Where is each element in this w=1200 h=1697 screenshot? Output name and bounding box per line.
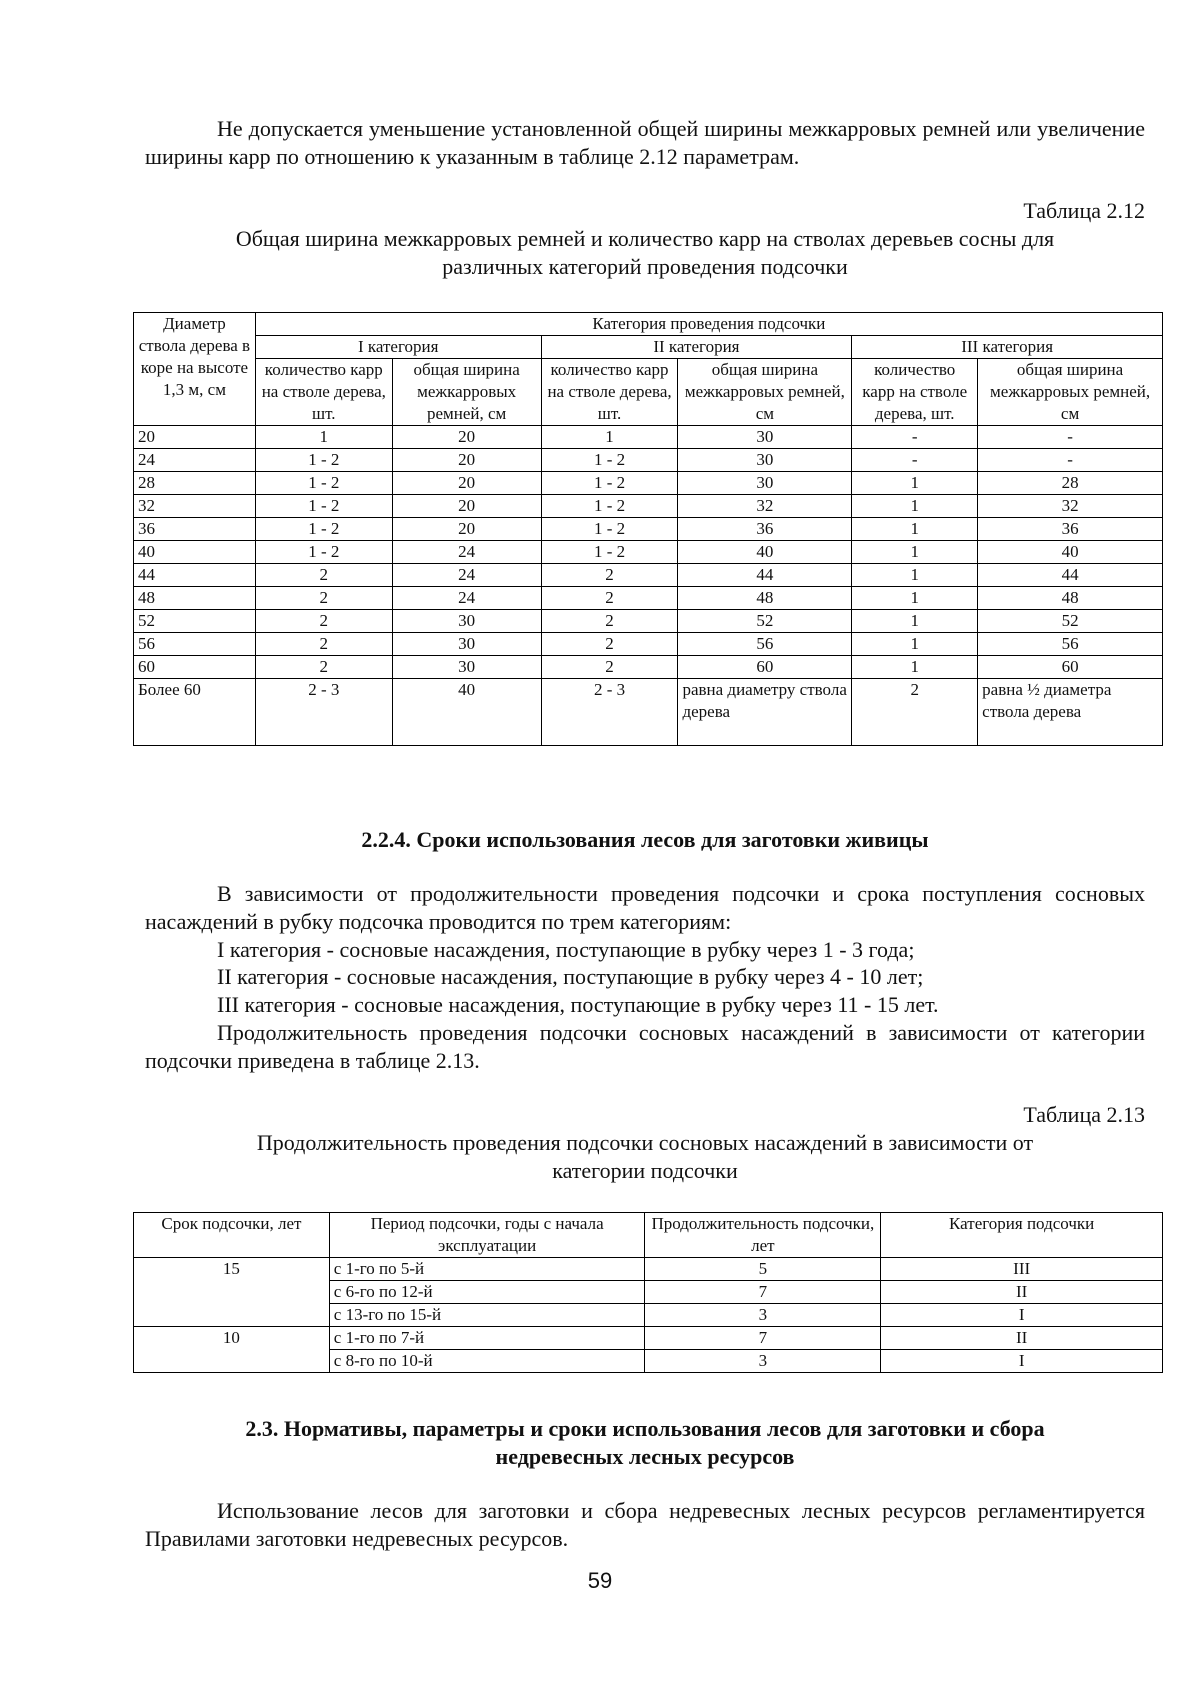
cat2-count-header: количество карр на стволе дерева, шт. xyxy=(541,359,678,426)
period-header: Период подсочки, годы с начала эксплуатации xyxy=(329,1213,645,1258)
table-cell: 2 xyxy=(255,587,392,610)
table-cell: 40 xyxy=(678,541,852,564)
category-2-line: II категория - сосновые насаждения, поступающие в рубку через 4 - 10 лет; xyxy=(217,964,924,989)
category-group-header: Категория проведения подсочки xyxy=(255,313,1162,336)
category-header: Категория подсочки xyxy=(881,1213,1163,1258)
table-cell: 20 xyxy=(392,495,541,518)
table-cell: 40 xyxy=(978,541,1163,564)
table-cell: 56 xyxy=(678,633,852,656)
table-cell: 30 xyxy=(392,633,541,656)
table-row xyxy=(134,541,1163,564)
term-header: Срок подсочки, лет xyxy=(134,1213,330,1258)
table-cell: - xyxy=(978,426,1163,449)
table-2-12 xyxy=(133,312,1163,746)
table-2-13 xyxy=(133,1212,1163,1373)
table-cell: II xyxy=(881,1281,1163,1304)
table1-caption-line1: Общая ширина межкарровых ремней и количество карр на стволах деревьев сосны для xyxy=(235,226,1055,251)
cat3-count-header: количество карр на стволе дерева, шт. xyxy=(852,359,978,426)
table1-label: Таблица 2.12 xyxy=(1023,198,1145,223)
table-cell: - xyxy=(978,449,1163,472)
section-224-heading: 2.2.4. Сроки использования лесов для заготовки живицы xyxy=(361,827,929,852)
table2-caption-line1: Продолжительность проведения подсочки сосновых насаждений в зависимости от xyxy=(256,1130,1034,1155)
table-cell: с 1-го по 7-й xyxy=(329,1327,645,1350)
table-row xyxy=(134,426,1163,449)
table-cell: 3 xyxy=(645,1350,881,1373)
table-cell: 2 - 3 xyxy=(255,679,392,746)
page-number: 59 xyxy=(587,1568,613,1593)
table-cell: 20 xyxy=(134,426,256,449)
table-cell: 30 xyxy=(392,610,541,633)
table1-caption-line2: различных категорий проведения подсочки xyxy=(442,254,848,279)
table-cell: 52 xyxy=(978,610,1163,633)
table-cell: 44 xyxy=(978,564,1163,587)
table-cell: 2 xyxy=(541,610,678,633)
table-cell: 3 xyxy=(645,1304,881,1327)
table-cell: 48 xyxy=(978,587,1163,610)
table-cell: с 8-го по 10-й xyxy=(329,1350,645,1373)
cat1-count-header: количество карр на стволе дерева, шт. xyxy=(255,359,392,426)
table-cell: Более 60 xyxy=(134,679,256,746)
table-cell: II xyxy=(881,1327,1163,1350)
cat2-width-header: общая ширина межкарровых ремней, см xyxy=(678,359,852,426)
cat1-width-header: общая ширина межкарровых ремней, см xyxy=(392,359,541,426)
table-cell: 28 xyxy=(134,472,256,495)
table-cell: 30 xyxy=(678,426,852,449)
table-cell: 36 xyxy=(134,518,256,541)
table-row xyxy=(134,472,1163,495)
table-cell: 5 xyxy=(645,1258,881,1281)
table-cell: 2 xyxy=(255,633,392,656)
table-cell: 30 xyxy=(678,449,852,472)
table-row xyxy=(134,1258,1163,1281)
table-cell: 1 - 2 xyxy=(541,449,678,472)
table-cell: I xyxy=(881,1304,1163,1327)
table-cell: 1 - 2 xyxy=(255,541,392,564)
table-cell: III xyxy=(881,1258,1163,1281)
table-row xyxy=(134,633,1163,656)
table-cell: 24 xyxy=(392,587,541,610)
table-cell: 52 xyxy=(678,610,852,633)
table-cell: 2 xyxy=(255,564,392,587)
table-cell: 1 xyxy=(852,518,978,541)
table-cell: 1 xyxy=(852,633,978,656)
table-cell: 1 xyxy=(852,541,978,564)
table-cell: 56 xyxy=(134,633,256,656)
table-cell: 28 xyxy=(978,472,1163,495)
table-cell: 1 xyxy=(852,656,978,679)
table-cell: 1 - 2 xyxy=(541,472,678,495)
table-cell: 1 xyxy=(852,472,978,495)
table-cell: с 6-го по 12-й xyxy=(329,1281,645,1304)
term-cell: 10 xyxy=(134,1327,330,1373)
table-cell: 30 xyxy=(678,472,852,495)
table-cell: - xyxy=(852,449,978,472)
table2-label: Таблица 2.13 xyxy=(1023,1102,1145,1127)
table-cell: 32 xyxy=(978,495,1163,518)
table-cell: с 13-го по 15-й xyxy=(329,1304,645,1327)
table-cell: равна ½ диаметра ствола дерева xyxy=(978,679,1163,746)
duration-header: Продолжительность подсочки, лет xyxy=(645,1213,881,1258)
table-cell: 1 - 2 xyxy=(255,472,392,495)
table-cell: 1 - 2 xyxy=(255,518,392,541)
table-cell: 1 - 2 xyxy=(255,449,392,472)
table-cell: 44 xyxy=(134,564,256,587)
table2-caption-line2: категории подсочки xyxy=(552,1158,738,1183)
table-row xyxy=(134,449,1163,472)
table-cell: 1 xyxy=(852,610,978,633)
table-cell: - xyxy=(852,426,978,449)
category-1-line: I категория - сосновые насаждения, поступающие в рубку через 1 - 3 года; xyxy=(217,937,915,962)
term-cell: 15 xyxy=(134,1258,330,1327)
table-cell: 1 xyxy=(255,426,392,449)
table-cell: 60 xyxy=(134,656,256,679)
table-cell: с 1-го по 5-й xyxy=(329,1258,645,1281)
table-cell: 32 xyxy=(678,495,852,518)
table-cell: 20 xyxy=(392,449,541,472)
table-cell: 1 xyxy=(852,564,978,587)
table-row xyxy=(134,679,1163,746)
table-cell: 1 xyxy=(852,587,978,610)
table-cell: 2 xyxy=(541,564,678,587)
section-23-heading-line1: 2.3. Нормативы, параметры и сроки использования лесов для заготовки и сбора xyxy=(245,1416,1045,1441)
table-cell: 1 - 2 xyxy=(541,541,678,564)
table-cell: 30 xyxy=(392,656,541,679)
cat3-width-header: общая ширина межкарровых ремней, см xyxy=(978,359,1163,426)
table-cell: 60 xyxy=(978,656,1163,679)
table-cell: 2 xyxy=(541,633,678,656)
table-cell: 40 xyxy=(392,679,541,746)
table-cell: 48 xyxy=(678,587,852,610)
section-224-paragraph: В зависимости от продолжительности проведения подсочки и срока поступления сосновых насаждений в рубку подсочка проводится по трем категориям: xyxy=(145,881,1145,934)
category-2-header: II категория xyxy=(541,336,852,359)
table-cell: 2 xyxy=(852,679,978,746)
table-row xyxy=(134,564,1163,587)
table-cell: 1 - 2 xyxy=(541,495,678,518)
table-cell: 20 xyxy=(392,518,541,541)
category-3-header: III категория xyxy=(852,336,1163,359)
table-cell: 24 xyxy=(392,541,541,564)
table-cell: 24 xyxy=(392,564,541,587)
category-3-line: III категория - сосновые насаждения, поступающие в рубку через 11 - 15 лет. xyxy=(217,992,939,1017)
table-cell: равна диаметру ствола дерева xyxy=(678,679,852,746)
table-row xyxy=(134,656,1163,679)
table-cell: 36 xyxy=(678,518,852,541)
table-cell: 2 - 3 xyxy=(541,679,678,746)
table-cell: 48 xyxy=(134,587,256,610)
section-224-paragraph-2: Продолжительность проведения подсочки сосновых насаждений в зависимости от категории подсочки приведена в таблице 2.13. xyxy=(145,1020,1145,1073)
table-cell: 60 xyxy=(678,656,852,679)
table-cell: 2 xyxy=(255,610,392,633)
diameter-header: Диаметр ствола дерева в коре на высоте 1,3 м, см xyxy=(134,313,256,426)
table-cell: 7 xyxy=(645,1281,881,1304)
table-cell: 1 - 2 xyxy=(541,518,678,541)
table-cell: 2 xyxy=(255,656,392,679)
intro-paragraph: Не допускается уменьшение установленной общей ширины межкарровых ремней или увеличение ширины карр по отношению к указанным в таблице 2.12 параметрам. xyxy=(145,116,1145,169)
table-cell: 32 xyxy=(134,495,256,518)
table-row xyxy=(134,495,1163,518)
section-23-heading-line2: недревесных лесных ресурсов xyxy=(495,1444,795,1469)
category-1-header: I категория xyxy=(255,336,541,359)
table-cell: 1 - 2 xyxy=(255,495,392,518)
table-cell: 20 xyxy=(392,472,541,495)
table-row xyxy=(134,1327,1163,1350)
section-23-paragraph: Использование лесов для заготовки и сбора недревесных лесных ресурсов регламентируется Правилами заготовки недревесных ресурсов. xyxy=(145,1498,1145,1551)
table-cell: 40 xyxy=(134,541,256,564)
table-cell: I xyxy=(881,1350,1163,1373)
table-cell: 36 xyxy=(978,518,1163,541)
table-cell: 56 xyxy=(978,633,1163,656)
table-cell: 1 xyxy=(852,495,978,518)
table-cell: 1 xyxy=(541,426,678,449)
table-cell: 24 xyxy=(134,449,256,472)
table-cell: 2 xyxy=(541,587,678,610)
table-row xyxy=(134,518,1163,541)
table-cell: 2 xyxy=(541,656,678,679)
table-cell: 20 xyxy=(392,426,541,449)
table-row xyxy=(134,610,1163,633)
table-row xyxy=(134,587,1163,610)
table-cell: 52 xyxy=(134,610,256,633)
table-cell: 44 xyxy=(678,564,852,587)
table-cell: 7 xyxy=(645,1327,881,1350)
